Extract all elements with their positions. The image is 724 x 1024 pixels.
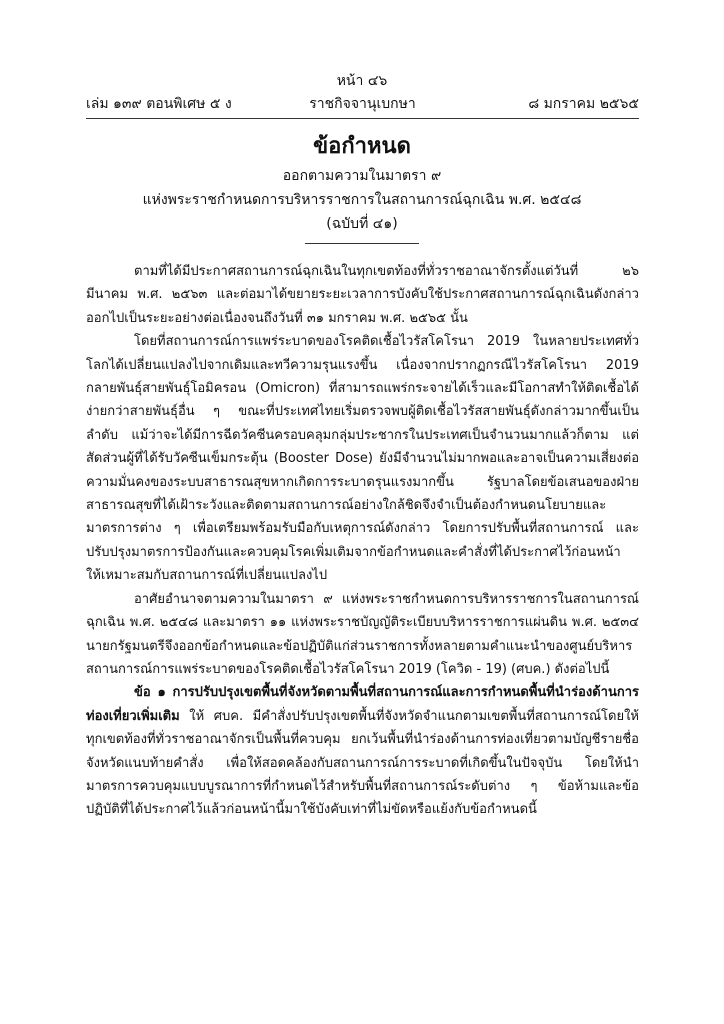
paragraph-preamble: ตามที่ได้มีประกาศสถานการณ์ฉุกเฉินในทุกเขตท้องที่ทั่วราชอาณาจักรตั้งแต่วันที่ ๒๖ มีนาคม พ.ศ. ๒๕๖๓ และต่อมาได้ขยายระยะเวลาการบังคับใช้ประกาศสถานการณ์ฉุกเฉินดังกล่าวออกไปเป็นระยะอย่างต่อเนื่องจนถึงวันที่ ๓๑ มกราคม พ.ศ. ๒๕๖๕ นั้น (86, 264, 639, 326)
publication-name: ราชกิจจานุเบกษา (309, 96, 416, 112)
running-header (86, 94, 639, 116)
title-divider (305, 243, 419, 244)
publication-date: ๘ มกราคม ๒๕๖๕ (528, 96, 639, 112)
clause-1-heading: ข้อ ๑ การปรับปรุงเขตพื้นที่จังหวัดตามพื้นที่สถานการณ์และการกำหนดพื้นที่นำร่องด้านการท่องเที่ยวเพิ่มเติม (86, 685, 639, 724)
header-divider (86, 118, 639, 119)
clause-1 (86, 681, 639, 821)
paragraph-authority: อาศัยอำนาจตามความในมาตรา ๙ แห่งพระราชกำหนดการบริหารราชการในสถานการณ์ฉุกเฉิน พ.ศ. ๒๕๔๘ และมาตรา ๑๑ แห่งพระราชบัญญัติระเบียบบริหารราชการแผ่นดิน พ.ศ. ๒๕๓๔ นายกรัฐมนตรีจึงออกข้อกำหนดและข้อปฏิบัติแก่ส่วนราชการทั้งหลายตามคำแนะนำของศูนย์บริหารสถานการณ์การแพร่ระบาดของโรคติดเชื้อไวรัสโคโรนา 2019 (โควิด - 19) (ศบค.) ดังต่อไปนี้ (86, 591, 639, 677)
document-title: ข้อกำหนด (313, 134, 411, 159)
document-edition: (ฉบับที่ ๔๑) (326, 216, 398, 232)
paragraph-situation: โดยที่สถานการณ์การแพร่ระบาดของโรคติดเชื้อไวรัสโคโรนา 2019 ในหลายประเทศทั่วโลกได้เปลี่ยนแปลงไปจากเดิมและทวีความรุนแรงขึ้น เนื่องจากปรากฏกรณีไวรัสโคโรนา 2019 กลายพันธุ์สายพันธุ์โอมิครอน (Omicron) ที่สามารถแพร่กระจายได้เร็วและมีโอกาสทำให้ติดเชื้อได้ง่ายกว่าสายพันธุ์อื่น ๆ ขณะที่ประเทศไทยเริ่มตรวจพบผู้ติดเชื้อไวรัสสายพันธุ์ดังกล่าวมากขึ้นเป็นลำดับ แม้ว่าจะได้มีการฉีดวัคซีนครอบคลุมกลุ่มประชากรในประเทศเป็นจำนวนมากแล้วก็ตาม แต่สัดส่วนผู้ที่ได้รับวัคซีนเข็มกระตุ้น (Booster Dose) ยังมีจำนวนไม่มากพอและอาจเป็นความเสี่ยงต่อความมั่นคงของระบบสาธารณสุขหากเกิดการระบาดรุนแรงมากขึ้น รัฐบาลโดยข้อเสนอของฝ่ายสาธารณสุขที่ได้เฝ้าระวังและติดตามสถานการณ์อย่างใกล้ชิดจึงจำเป็นต้องกำหนดนโยบายและมาตรการต่าง ๆ เพื่อเตรียมพร้อมรับมือกับเหตุการณ์ดังกล่าว โดยการปรับพื้นที่สถานการณ์ และปรับปรุงมาตรการป้องกันและควบคุมโรคเพิ่มเติมจากข้อกำหนดและคำสั่งที่ได้ประกาศไว้ก่อนหน้า ให้เหมาะสมกับสถานการณ์ที่เปลี่ยนแปลงไป (86, 334, 639, 584)
document-body (86, 260, 639, 822)
page-number: หน้า ๔๖ (336, 73, 388, 89)
document-subtitle-act: แห่งพระราชกำหนดการบริหารราชการในสถานการณ์ฉุกเฉิน พ.ศ. ๒๕๔๘ (142, 192, 582, 208)
document-subtitle-authority: ออกตามความในมาตรา ๙ (282, 168, 442, 184)
clause-1-text: ให้ ศบค. มีคำสั่งปรับปรุงเขตพื้นที่จังหวัดจำแนกตามเขตพื้นที่สถานการณ์โดยให้ทุกเขตท้องที่ทั่วราชอาณาจักรเป็นพื้นที่ควบคุม ยกเว้นพื้นที่นำร่องด้านการท่องเที่ยวตามบัญชีรายชื่อจังหวัดแนบท้ายคำสั่ง เพื่อให้สอดคล้องกับสถานการณ์การระบาดที่เกิดขึ้นในปัจจุบัน โดยให้นำมาตรการควบคุมแบบบูรณาการที่กำหนดไว้สำหรับพื้นที่สถานการณ์ระดับต่าง ๆ ข้อห้ามและข้อปฏิบัติที่ได้ประกาศไว้แล้วก่อนหน้านี้มาใช้บังคับเท่าที่ไม่ขัดหรือแย้งกับข้อกำหนดนี้ (86, 708, 639, 818)
volume-info: เล่ม ๑๓๙ ตอนพิเศษ ๕ ง (86, 96, 232, 112)
